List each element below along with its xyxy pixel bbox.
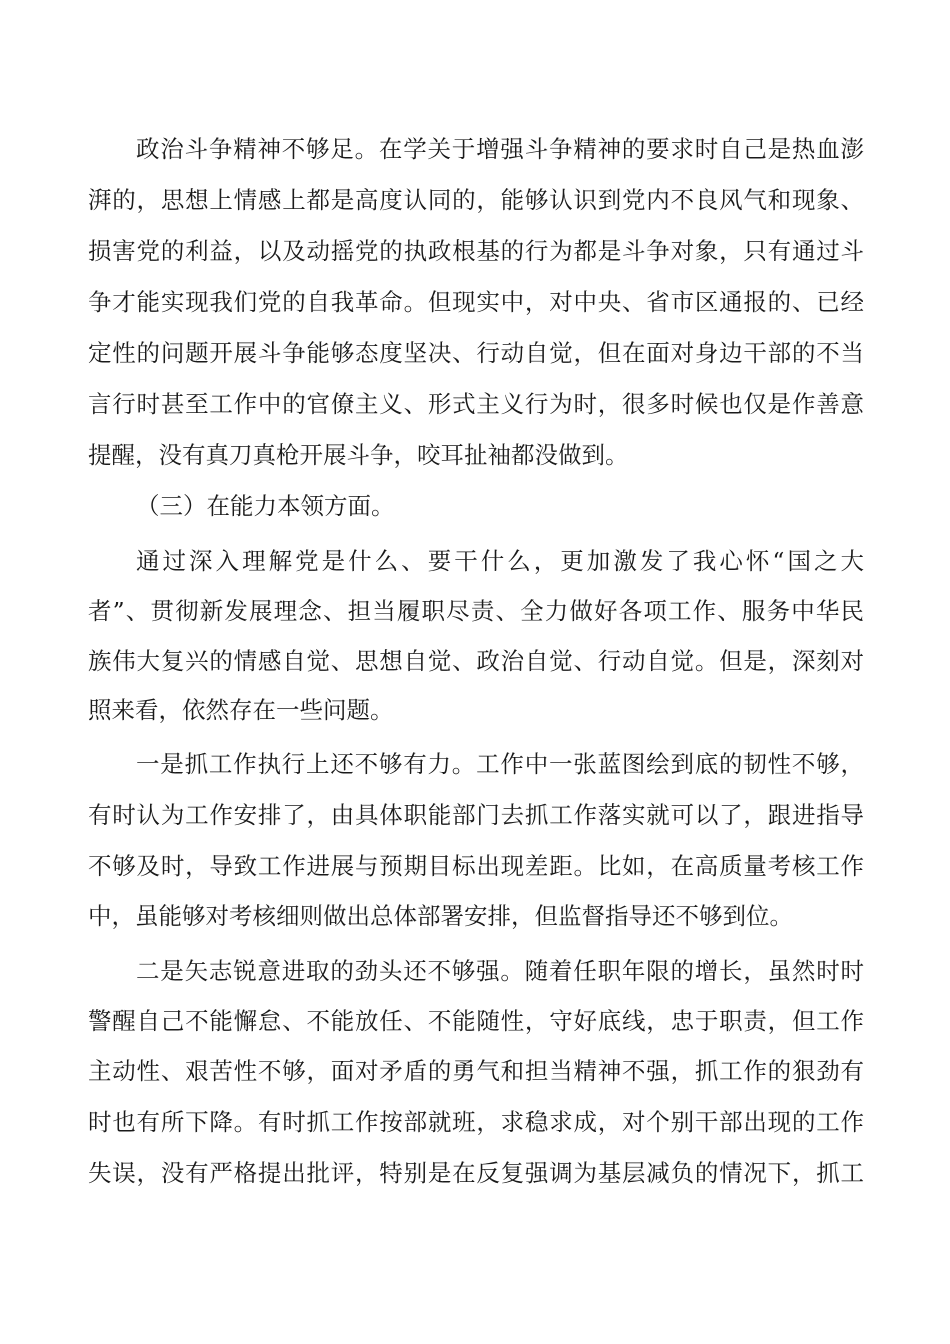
paragraph-4-line-4: 中，虽能够对考核细则做出总体部署安排，但监督指导还不够到位。: [88, 902, 793, 930]
paragraph-4-line-1: 一是抓工作执行上还不够有力。工作中一张蓝图绘到底的韧性不够，: [136, 750, 864, 778]
paragraph-5-line-3: 主动性、艰苦性不够，面对矛盾的勇气和担当精神不强，抓工作的狠劲有: [88, 1057, 864, 1085]
paragraph-4-line-3: 不够及时，导致工作进展与预期目标出现差距。比如，在高质量考核工作: [88, 852, 864, 880]
paragraph-5-line-5: 失误，没有严格提出批评，特别是在反复强调为基层减负的情况下，抓工: [88, 1159, 864, 1187]
paragraph-5-line-4: 时也有所下降。有时抓工作按部就班，求稳求成，对个别干部出现的工作: [88, 1108, 864, 1136]
paragraph-1-line-5: 定性的问题开展斗争能够态度坚决、行动自觉，但在面对身边干部的不当: [88, 339, 864, 367]
paragraph-4-line-2: 有时认为工作安排了，由具体职能部门去抓工作落实就可以了，跟进指导: [88, 801, 864, 829]
paragraph-1-line-7: 提醒，没有真刀真枪开展斗争，咬耳扯袖都没做到。: [88, 441, 629, 469]
paragraph-5-line-1: 二是矢志锐意进取的劲头还不够强。随着任职年限的增长，虽然时时: [136, 957, 864, 985]
paragraph-3-line-3: 族伟大复兴的情感自觉、思想自觉、政治自觉、行动自觉。但是，深刻对: [88, 647, 864, 675]
section-heading-ability: （三）在能力本领方面。: [136, 492, 395, 520]
paragraph-3-line-4: 照来看，依然存在一些问题。: [88, 696, 394, 724]
paragraph-1-line-1: 政治斗争精神不够足。在学关于增强斗争精神的要求时自己是热血澎: [136, 135, 864, 163]
paragraph-1-line-4: 争才能实现我们党的自我革命。但现实中，对中央、省市区通报的、已经: [88, 288, 864, 316]
paragraph-1-line-3: 损害党的利益，以及动摇党的执政根基的行为都是斗争对象，只有通过斗: [88, 237, 864, 265]
paragraph-5-line-2: 警醒自己不能懈怠、不能放任、不能随性，守好底线，忠于职责，但工作: [88, 1007, 864, 1035]
paragraph-1-line-2: 湃的，思想上情感上都是高度认同的，能够认识到党内不良风气和现象、: [88, 186, 864, 214]
paragraph-3-line-1: 通过深入理解党是什么、要干什么，更加激发了我心怀“国之大: [136, 547, 864, 575]
paragraph-3-line-2: 者”、贯彻新发展理念、担当履职尽责、全力做好各项工作、服务中华民: [88, 597, 864, 625]
paragraph-1-line-6: 言行时甚至工作中的官僚主义、形式主义行为时，很多时候也仅是作善意: [88, 390, 864, 418]
